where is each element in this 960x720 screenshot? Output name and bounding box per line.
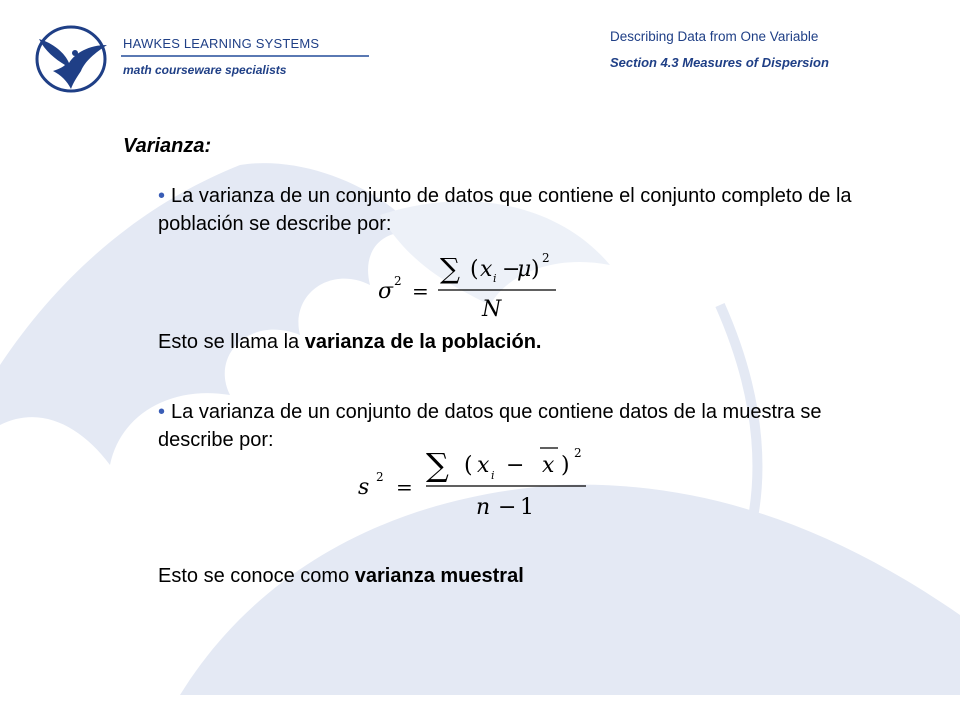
population-note-bold: varianza de la población. [304,331,542,353]
sample-note [158,565,524,588]
formula-xbar: x [542,453,555,478]
population-description [158,182,858,238]
formula-s-exponent: 2 [376,470,384,484]
formula-exponent: 2 [542,251,550,265]
formula-subscript-i: i [493,272,497,285]
formula-open-paren: ( [470,257,479,282]
formula-exponent: 2 [574,446,582,460]
section-title: Section 4.3 Measures of Dispersion [610,55,829,70]
population-note [158,331,541,354]
formula-subscript-i: i [491,469,495,482]
formula-sigma: σ [378,279,394,304]
sample-variance-formula [350,440,600,522]
population-note-prefix: Esto se llama la [158,331,305,353]
formula-mu: μ [517,257,532,282]
population-variance-formula [370,248,570,324]
formula-equals: = [412,279,429,303]
hawkes-eagle-logo-icon [33,23,109,95]
formula-denominator-minus: − [498,495,517,520]
formula-sum: ∑ [426,446,449,484]
bullet-icon: • [158,185,166,207]
formula-s: s [358,475,370,500]
course-title: Describing Data from One Variable [610,29,819,44]
formula-sigma-exponent: 2 [394,274,402,288]
formula-close-paren: ) [561,453,570,478]
slide-heading: Varianza: [123,135,212,157]
formula-equals: = [396,475,413,499]
formula-denominator: N [482,297,502,322]
formula-x: x [480,257,493,282]
formula-close-paren: ) [531,257,540,282]
formula-minus: − [506,453,525,478]
formula-denominator-one: 1 [520,495,534,520]
bullet-icon: • [158,401,166,423]
formula-sum: ∑ [440,252,460,285]
formula-minus: − [502,257,521,282]
sample-note-prefix: Esto se conoce como [158,565,355,587]
brand-divider [121,55,369,57]
population-description-text: La varianza de un conjunto de datos que contiene el conjunto completo de la población se describe por: [158,185,852,235]
formula-denominator-n: n [476,495,491,520]
sample-description-text: La varianza de un conjunto de datos que contiene datos de la muestra se describe por: [158,401,822,451]
brand-tagline: math courseware specialists [123,63,287,77]
sample-note-bold: varianza muestral [354,565,524,587]
formula-x: x [477,453,490,478]
brand-name: HAWKES LEARNING SYSTEMS [123,36,320,51]
formula-open-paren: ( [464,453,473,478]
